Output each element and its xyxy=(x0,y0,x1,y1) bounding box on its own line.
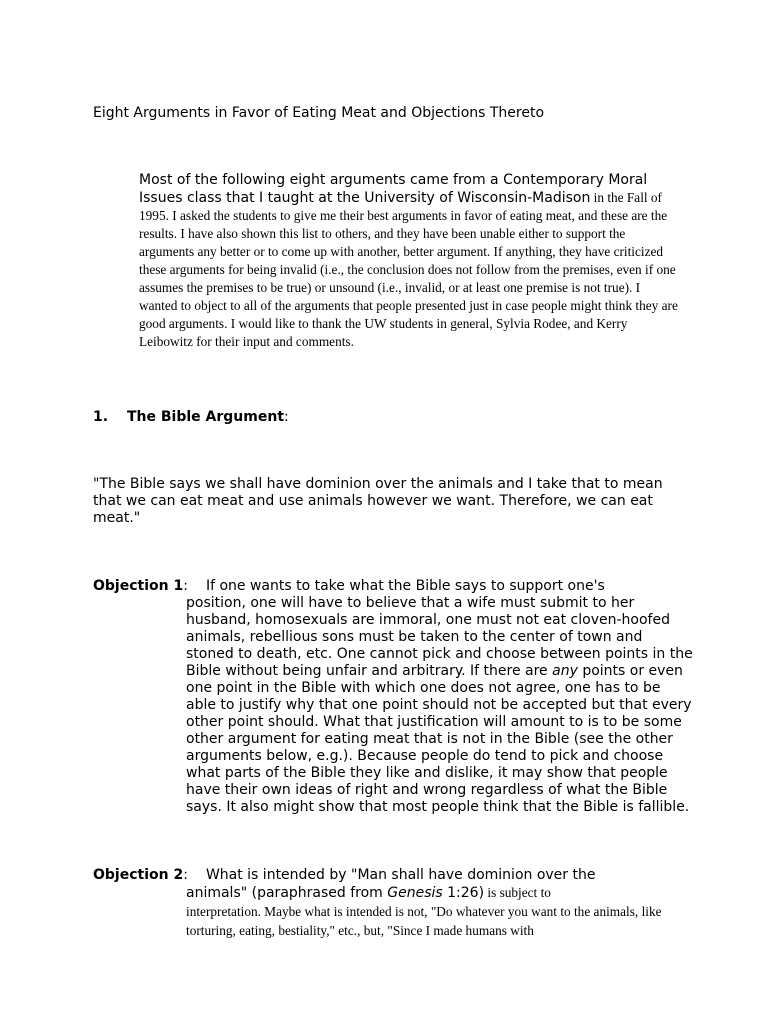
bible-argument-quote: "The Bible says we shall have dominion over the animals and I take that to mean that we can eat meat and use animals however we want. Therefore, we can eat meat." xyxy=(93,476,663,526)
objection-1-lead: If one wants to take what the Bible says to support one's xyxy=(205,578,605,594)
objection-2-lead: What is intended by "Man shall have dominion over the xyxy=(205,867,596,883)
objection-2-colon: : xyxy=(183,867,188,883)
objection-1-body-part-b: points or even one point in the Bible with which one does not agree, one has to be able to justify why that one point should not be accepted but that every other point should. What that justification will amount to is to be some other argument for eating meat that is not in the Bible (see the other arguments below, e.g.). Because people do tend to pick and choose what parts of the Bible they like and dislike, it may show that people have their own ideas of right and wrong regardless of what the Bible says. It also might show that most people think that the Bible is fallible. xyxy=(186,663,692,815)
intro-paragraph xyxy=(139,171,679,351)
objection-1-body-part-a: position, one will have to believe that a wife must submit to her husband, homosexuals are immoral, one must not eat cloven-hoofed animals, rebellious sons must be taken to the center of town and stoned to death, etc. One cannot pick and choose between points in the Bible without being unfair and arbitrary. If there are xyxy=(186,595,693,679)
objection-2-line-2-serif: is subject to xyxy=(484,885,551,900)
objection-2-genesis: Genesis xyxy=(387,885,443,901)
objection-2-line-2-part-b: 1:26) xyxy=(442,885,485,901)
objection-1-body xyxy=(186,595,693,816)
document-title: Eight Arguments in Favor of Eating Meat and Objections Thereto xyxy=(93,105,545,121)
intro-lead-text: Most of the following eight arguments came from a Contemporary Moral Issues class that I taught at the University of Wisconsin-Madison xyxy=(139,172,648,206)
section-number: 1. xyxy=(93,409,109,425)
objection-2-body: interpretation. Maybe what is intended is not, "Do whatever you want to the animals, like torturing, eating, bestiality," etc., but, "Since I made humans with xyxy=(186,904,662,938)
section-title-colon: : xyxy=(284,409,289,425)
section-title: The Bible Argument xyxy=(127,409,285,425)
objection-1-body-emphasis: any xyxy=(552,663,578,679)
objection-1-label: Objection 1 xyxy=(93,578,184,594)
section-heading-bible-argument xyxy=(93,408,289,426)
objection-2-line-2 xyxy=(186,884,693,902)
objection-1-first-line xyxy=(93,578,693,595)
objection-2-label: Objection 2 xyxy=(93,867,184,883)
intro-rest-text: in the Fall of 1995. I asked the students to give me their best arguments in favor of eating meat, and these are the results. I have also shown this list to others, and they have been unable either to support the arguments any better or to come up with another, better argument. If anything, they have criticized these arguments for being invalid (i.e., the conclusion does not follow from the premises, even if one assumes the premises to be true) or unsound (i.e., invalid, or at least one premise is not true). I wanted to object to all of the arguments that people presented just in case people might think they are good arguments. I would like to thank the UW students in general, Sylvia Rodee, and Kerry Leibowitz for their input and comments. xyxy=(139,190,678,349)
objection-2-line-2-part-a: animals" (paraphrased from xyxy=(186,885,388,901)
objection-1-colon: : xyxy=(183,578,188,594)
objection-1 xyxy=(93,578,693,816)
objection-2 xyxy=(93,867,693,940)
objection-2-first-line xyxy=(93,867,693,884)
